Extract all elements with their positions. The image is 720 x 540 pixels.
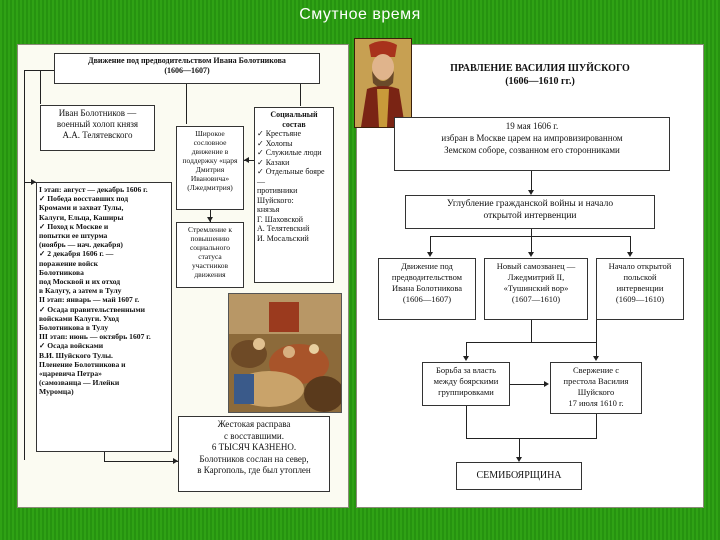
arrow (463, 356, 469, 361)
connector (24, 70, 40, 71)
tsar-portrait-image (355, 39, 411, 127)
social-item-3: ✓ Служилые люди (257, 148, 322, 157)
social-heading: Социальный состав (270, 110, 318, 129)
connector (466, 438, 597, 439)
false-dmitry-box: Новый самозванец — Лжедмитрий II, «Тушинский вор» (1607—1610) (484, 258, 588, 320)
connector (186, 84, 187, 124)
connector (430, 236, 630, 237)
social-item-4: ✓ Казаки (257, 157, 290, 167)
tsar-portrait (354, 38, 412, 128)
movement-box: Движение под предводительством Ивана Болотникова (1606—1607) (54, 53, 320, 84)
connector (531, 229, 532, 253)
connector (519, 438, 520, 458)
reign-heading: ПРАВЛЕНИЕ ВАСИЛИЯ ШУЙСКОГО (1606—1610 гг.) (450, 63, 630, 87)
semiboyarshchina-box: СЕМИБОЯРЩИНА (456, 462, 582, 490)
social-box (254, 107, 334, 283)
social-item-2: ✓ Холопы (257, 138, 293, 148)
arrow (528, 252, 534, 257)
arrow (528, 190, 534, 195)
arrow (244, 157, 249, 163)
arrow (31, 179, 36, 185)
arrow (427, 252, 433, 257)
arrow (593, 356, 599, 361)
elected-box: 19 мая 1606 г. избран в Москве царем на импровизированном Земском соборе, созванном его сторонниками (394, 117, 670, 171)
arrow (544, 381, 549, 387)
arrow (173, 458, 178, 464)
arrow (627, 252, 633, 257)
connector (24, 70, 25, 460)
connector (104, 461, 178, 462)
connector (596, 320, 597, 358)
connector (40, 70, 54, 71)
connector (531, 171, 532, 191)
connector (531, 320, 532, 342)
stages-box: I этап: август — декабрь 1606 г. ✓ Победа восставших под Кромами и захват Тулы, Калуги, Ельца, Каширы ✓ Поход к Москве и попытки ее штурма (ноябрь — нач. декабря) ✓ 2 декабря 1606 г. — поражение войск Болотникова под Москвой и их отход в Калугу, а затем в Тулу II этап: январь — май 1607 г. ✓ Осада правительственными войсками Калуги. Уход Болотникова в Тулу III этап: июнь — октябрь 1607 г. ✓ Осада войсками В.И. Шуйского Тулы. Пленение Болотникова и «царевича Петра» (самозванца — Илейки Муромца) (36, 182, 172, 452)
overthrow-box: Свержение с престола Василия Шуйского 17 июля 1610 г. (550, 362, 642, 414)
polish-intervention-box: Начало открытой польской интервенции (1609—1610) (596, 258, 684, 320)
boyar-struggle-box: Борьба за власть между боярскими группировками (422, 362, 510, 406)
broad-support-box: Широкое сословное движение в поддержку «царя Дмитрия Ивановича» (Лжедмитрия) (176, 126, 244, 210)
battle-painting-image (229, 294, 341, 412)
connector (596, 414, 597, 438)
connector (466, 406, 467, 438)
connector (300, 84, 301, 106)
bolotnikov-box: Иван Болотников — военный холоп князя А.А. Телятевского (40, 105, 155, 151)
connector (466, 342, 596, 343)
slide-title: Смутное время (299, 6, 421, 23)
reprisal-box: Жестокая расправа с восставшими. 6 ТЫСЯЧ КАЗНЕНО. Болотников сослан на север, в Каргополь, где был утоплен (178, 416, 330, 492)
battle-painting (228, 293, 342, 413)
arrow (516, 457, 522, 462)
arrow (207, 217, 213, 222)
social-item-5: ✓ Отдельные бояре — противники Шуйского: князья Г. Шаховской А. Телятевский И. Мосальский (257, 167, 325, 243)
bolotnikov-movement-box: Движение под предводительством Ивана Болотникова (1606—1607) (378, 258, 476, 320)
aspiration-box: Стремление к повышению социального статуса участников движения (176, 222, 244, 288)
social-item-1: ✓ Крестьяне (257, 129, 301, 138)
deepening-box: Углубление гражданской войны и начало открытой интервенции (405, 195, 655, 229)
connector (510, 384, 546, 385)
connector (40, 70, 41, 104)
